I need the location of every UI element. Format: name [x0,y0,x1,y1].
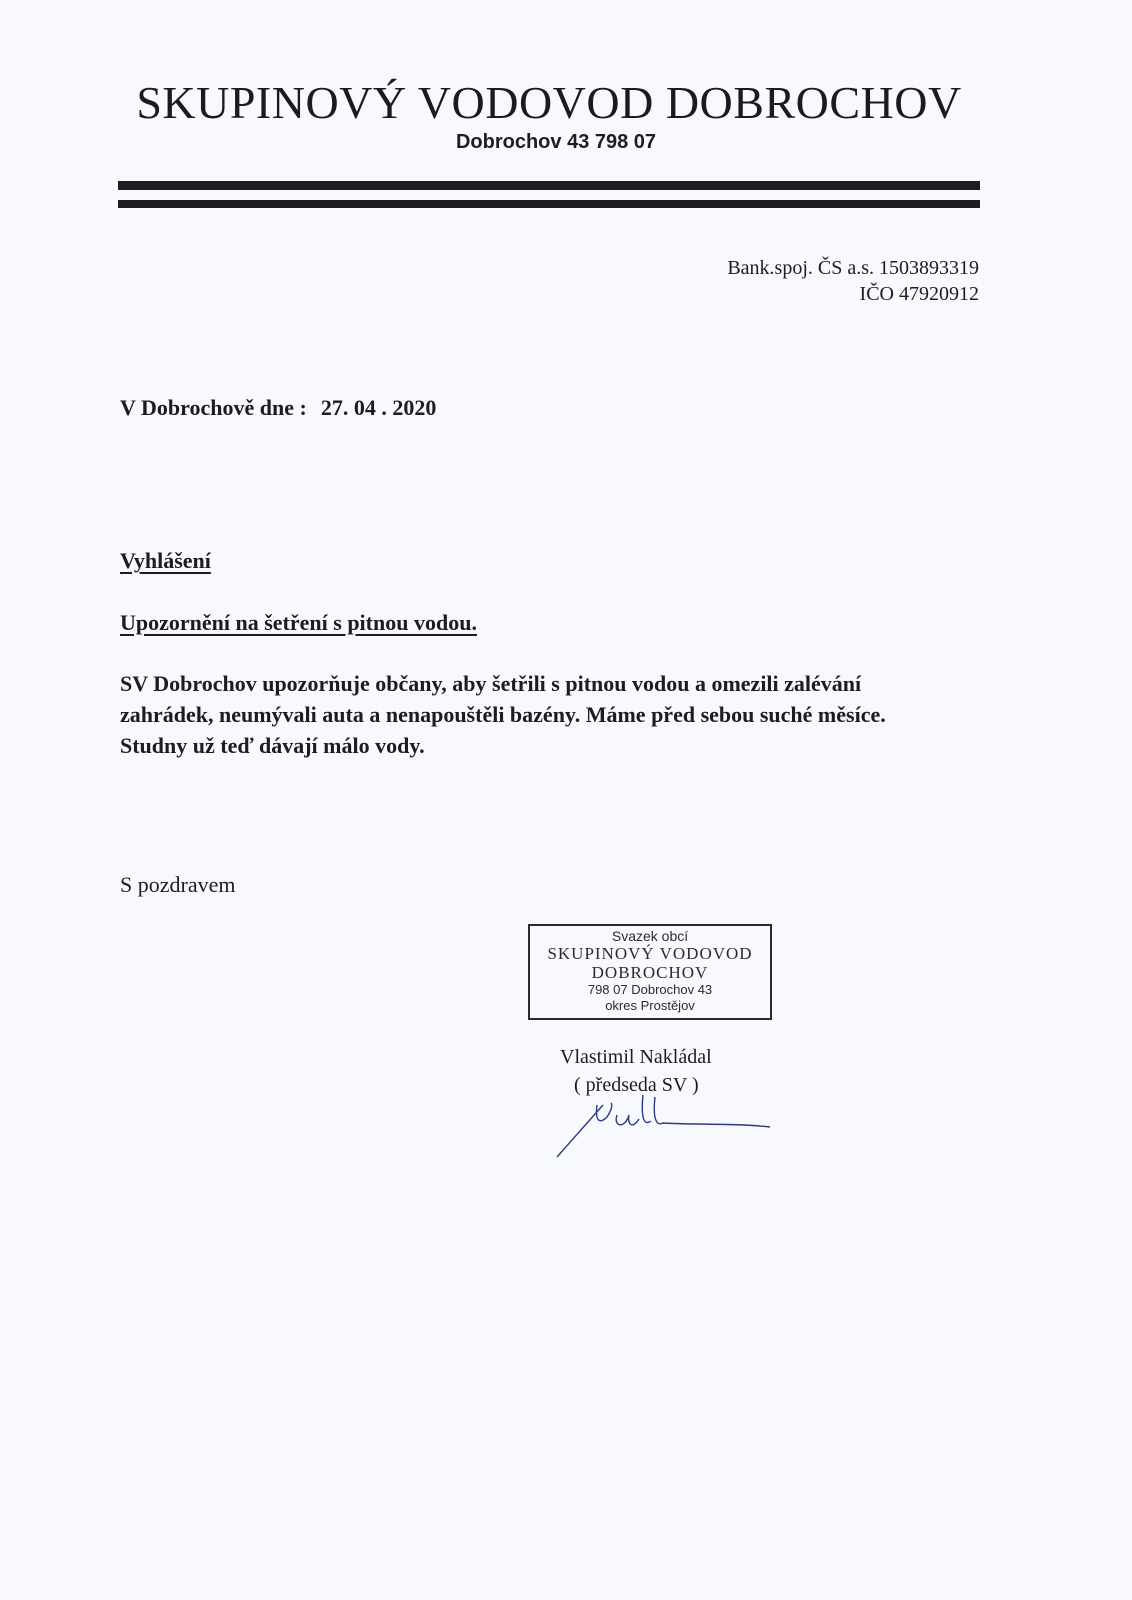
bank-account: Bank.spoj. ČS a.s. 1503893319 [727,257,979,279]
signer-name: Vlastimil Nakládal [560,1046,712,1068]
closing-greeting: S pozdravem [120,872,236,897]
letterhead-address: Dobrochov 43 798 07 [455,131,657,153]
ico-number: IČO 47920912 [859,283,979,305]
letterhead-rule-top [118,181,980,190]
bank-details [727,255,979,307]
signer-role: ( předseda SV ) [574,1074,699,1096]
subject-heading: Upozornění na šetření s pitnou vodou. [120,610,477,635]
announcement-heading: Vyhlášení [120,548,211,573]
stamp-line-5: okres Prostějov [605,998,695,1013]
letterhead-rule-bottom [118,200,980,208]
stamp-line-4: 798 07 Dobrochov 43 [587,982,713,997]
stamp-line-2: SKUPINOVÝ VODOVOD [547,944,753,963]
date-line [120,395,436,421]
date-label: V Dobrochově dne : [120,395,307,420]
stamp-line-3: DOBROCHOV [591,963,709,982]
date-value: 27. 04 . 2020 [320,395,437,420]
stamp-line-1: Svazek obcí [611,928,689,944]
official-stamp [528,924,772,1020]
body-paragraph: SV Dobrochov upozorňuje občany, aby šetřili s pitnou vodou a omezili zalévání zahrádek, neumývali auta a nenapouštěli bazény. Máme před sebou suché měsíce. Studny už teď dávají málo vody. [120,671,886,758]
handwritten-signature [555,1075,775,1165]
letterhead-title: SKUPINOVÝ VODOVOD DOBROCHOV [136,77,962,128]
